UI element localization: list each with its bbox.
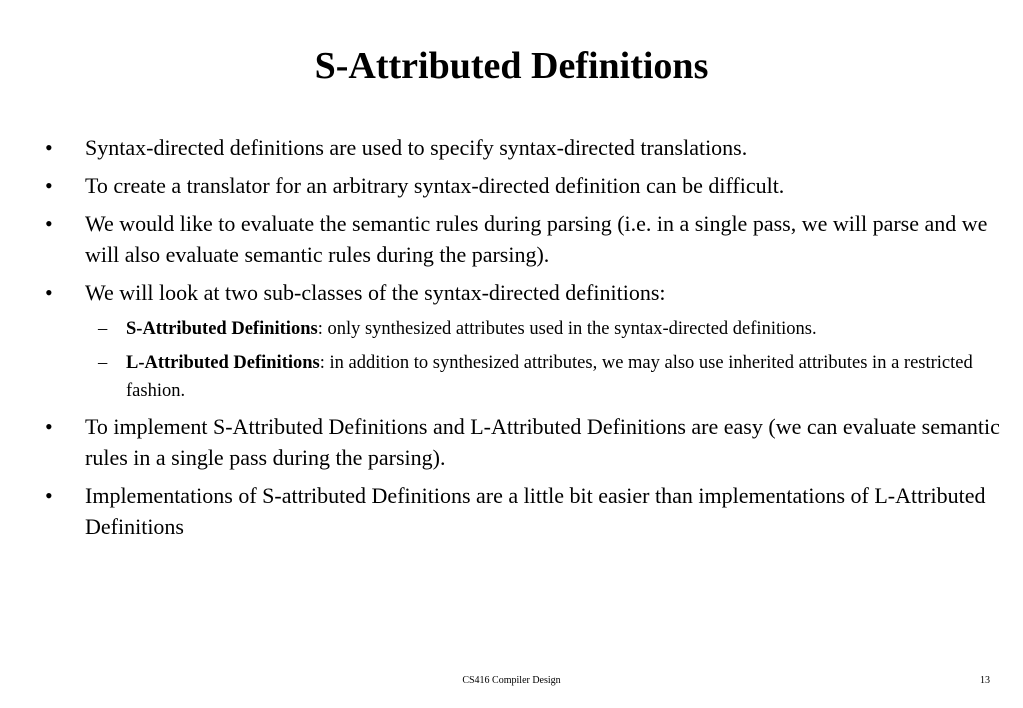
sub-bullet-item (45, 315, 1005, 343)
bullet-item (45, 480, 1005, 542)
bullet-text: To implement S-Attributed Definitions and L-Attributed Definitions are easy (we can evaluate semantic rules in a single pass during the parsing). (85, 414, 1000, 470)
bullet-item (45, 170, 1005, 201)
sub-bullet-item (45, 349, 1005, 405)
bullet-marker: • (45, 173, 53, 198)
bullet-text: Implementations of S-attributed Definitions are a little bit easier than implementations of L-Attributed Definitions (85, 483, 986, 539)
sub-bullet-list (45, 315, 1005, 405)
bullet-text: To create a translator for an arbitrary syntax-directed definition can be difficult. (85, 173, 785, 198)
bullet-marker: • (45, 414, 53, 439)
sub-bullet-text: : only synthesized attributes used in the syntax-directed definitions. (317, 319, 817, 339)
bullet-item (45, 277, 1005, 308)
bullet-list (45, 132, 1005, 549)
bullet-marker: • (45, 135, 53, 160)
slide-title: S-Attributed Definitions (314, 45, 709, 87)
sub-bullet-term: L-Attributed Definitions (126, 353, 320, 373)
bullet-text: We will look at two sub-classes of the syntax-directed definitions: (85, 280, 666, 305)
footer-page-number: 13 (980, 675, 990, 686)
bullet-text: Syntax-directed definitions are used to specify syntax-directed translations. (85, 135, 748, 160)
bullet-marker: • (45, 483, 53, 508)
sub-bullet-text: : in addition to synthesized attributes, we may also use inherited attributes in a restricted fashion. (126, 353, 973, 401)
footer-course: CS416 Compiler Design (462, 675, 561, 686)
bullet-text: We would like to evaluate the semantic rules during parsing (i.e. in a single pass, we will parse and we will also evaluate semantic rules during the parsing). (85, 211, 988, 267)
sub-bullet-marker: – (98, 353, 108, 373)
bullet-marker: • (45, 211, 53, 236)
sub-bullet-marker: – (98, 319, 108, 339)
bullet-item (45, 411, 1005, 473)
bullet-item (45, 208, 1005, 270)
sub-bullet-group (45, 315, 1005, 405)
bullet-item (45, 132, 1005, 163)
sub-bullet-term: S-Attributed Definitions (126, 319, 318, 339)
bullet-marker: • (45, 280, 53, 305)
